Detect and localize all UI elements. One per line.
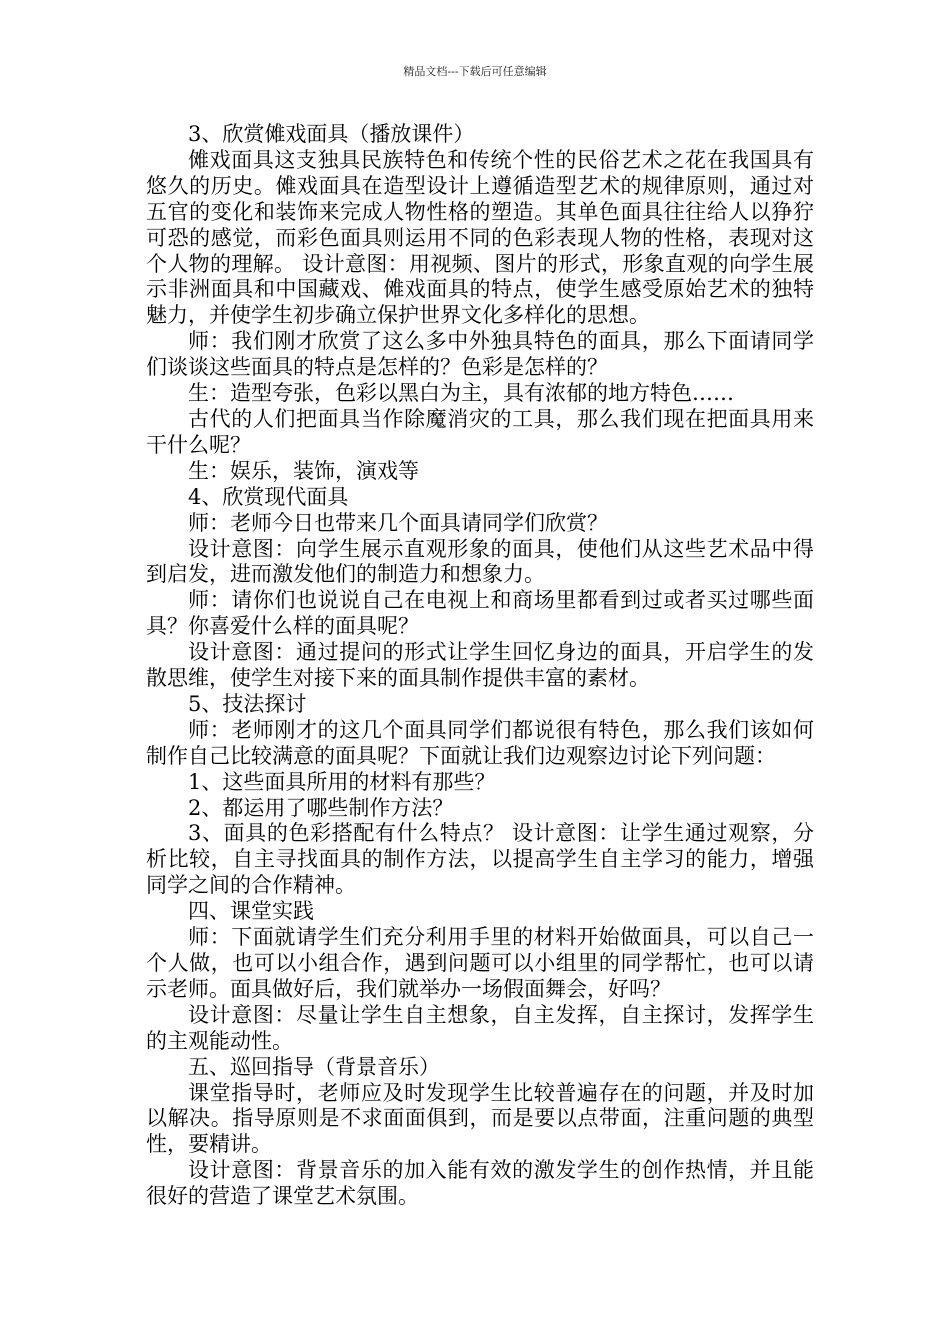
paragraph-student-answer-uses: 生：娱乐，装饰，演戏等 <box>188 458 419 483</box>
list-item-materials: 1、这些面具所用的材料有那些？ <box>188 769 496 794</box>
paragraph-teacher-start-making: 师：下面就请学生们充分利用手里的材料开始做面具，可以自己一个人做，也可以小组合作，遇到问题可以小组里的同学帮忙，也可以请示老师。面具做好后，我们就举办一场假面舞会，好吗？ <box>146 925 814 1001</box>
section-heading-modern-masks: 4、欣赏现代面具 <box>188 484 349 509</box>
paragraph-teacher-question-features: 师：我们刚才欣赏了这么多中外独具特色的面具，那么下面请同学们谈谈这些面具的特点是怎样的？色彩是怎样的？ <box>146 329 814 380</box>
paragraph-teacher-brought-masks: 师：老师今日也带来几个面具请同学们欣赏？ <box>188 510 608 535</box>
list-item-methods: 2、都运用了哪些制作方法？ <box>188 795 454 820</box>
section-heading-classroom-practice: 四、课堂实践 <box>188 899 314 924</box>
page-header: 精品文档---下载后可任意编辑 <box>403 65 547 78</box>
section-heading-technique-discussion: 5、技法探讨 <box>188 691 307 716</box>
paragraph-teacher-how-to-make: 师：老师刚才的这几个面具同学们都说很有特色，那么我们该如何制作自己比较满意的面具呢？下面就让我们边观察边讨论下列问题： <box>146 717 814 768</box>
section-heading-appreciate-nuoxi-masks: 3、欣赏傩戏面具（播放课件） <box>188 122 475 146</box>
paragraph-design-intent-intuitive: 设计意图：向学生展示直观形象的面具，使他们从这些艺术品中得到启发，进而激发他们的制造力和想象力。 <box>146 536 814 587</box>
paragraph-teacher-ask-seen-masks: 师：请你们也说说自己在电视上和商场里都看到过或者买过哪些面具？你喜爱什么样的面具呢？ <box>146 588 814 639</box>
section-heading-guidance: 五、巡回指导（背景音乐） <box>188 1054 440 1079</box>
paragraph-ancient-use-question: 古代的人们把面具当作除魔消灾的工具，那么我们现在把面具用来干什么呢？ <box>146 406 814 457</box>
list-item-color-matching: 3、面具的色彩搭配有什么特点？ 设计意图：让学生通过观察，分析比较，自主寻找面具的制作方法，以提高学生自主学习的能力，增强同学之间的合作精神。 <box>146 821 814 898</box>
paragraph-design-intent-autonomy: 设计意图：尽量让学生自主想象，自主发挥，自主探讨，发挥学生的主观能动性。 <box>146 1002 814 1053</box>
paragraph-classroom-guidance: 课堂指导时，老师应及时发现学生比较普遍存在的问题，并及时加以解决。指导原则是不求面面俱到，而是要以点带面，注重问题的典型性，要精讲。 <box>146 1080 814 1157</box>
paragraph-design-intent-music: 设计意图：背景音乐的加入能有效的激发学生的创作热情，并且能很好的营造了课堂艺术氛围。 <box>146 1158 814 1209</box>
document-body <box>146 122 814 1210</box>
paragraph-design-intent-recall: 设计意图：通过提问的形式让学生回忆身边的面具，开启学生的发散思维，使学生对接下来的面具制作提供丰富的素材。 <box>146 640 814 691</box>
paragraph-nuoxi-mask-description: 傩戏面具这支独具民族特色和传统个性的民俗艺术之花在我国具有悠久的历史。傩戏面具在造型设计上遵循造型艺术的规律原则，通过对五官的变化和装饰来完成人物性格的塑造。其单色面具往往给人以狰狞可恐的感觉，而彩色面具则运用不同的色彩表现人物的性格，表现对这个人物的理解。 设计意图：用视频、图片的形式，形象直观的向学生展示非洲面具和中国藏戏、傩戏面具的特点，使学生感受原始艺术的独特魅力，并使学生初步确立保护世界文化多样化的思想。 <box>146 147 814 328</box>
paragraph-student-answer-features: 生：造型夸张，色彩以黑白为主，具有浓郁的地方特色…… <box>188 381 734 406</box>
